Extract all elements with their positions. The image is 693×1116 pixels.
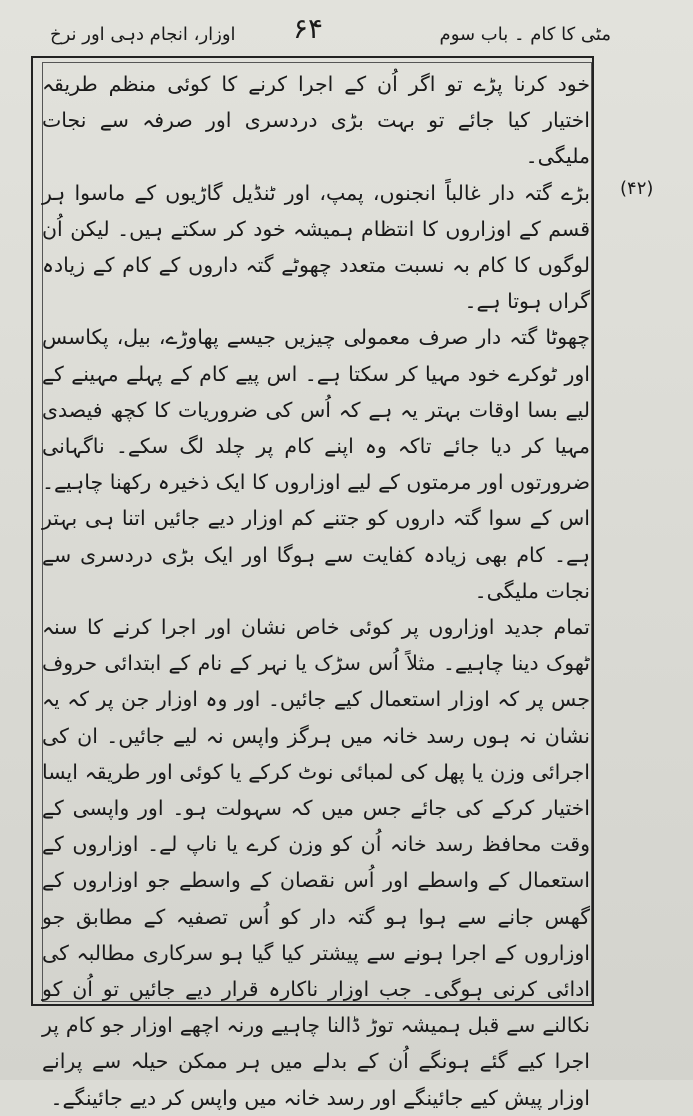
paragraph: تمام جدید اوزاروں پر کوئی خاص نشان اور اجرا کرنے کا سنہ ٹھوک دینا چاہیے۔ مثلاً اُس سڑک یا نہر کے نام کے ابتدائی حروف جس پر کہ اوزار استعمال کیے جائیں۔ اور وہ اوزار جن پر کہ یہ نشان نہ ہوں رسد خانہ میں ہرگز واپس نہ لیے جائیں۔ ان کی اجرائی وزن یا پھل کی لمبائی نوٹ کرکے یا کوئی اور طریقہ ایسا اختیار کرکے کی جائے جس میں کہ سہولت ہو۔ اور واپسی کے وقت محافظ رسد خانہ اُن کو وزن کرے یا ناپ لے۔ اوزاروں کے استعمال کے واسطے اور اُس نقصان کے واسطے جو اوزاروں کے گھس جانے سے ہوا ہو گتہ دار کو اُس تصفیہ کے مطابق جو اوزاروں کے اجرا ہونے سے پیشتر کیا گیا ہو سرکاری مطالبہ کی ادائی کرنی ہوگی۔ جب اوزار ناکارہ قرار دیے جائیں تو اُن کو نکالنے سے قبل ہمیشہ توڑ ڈالنا چاہیے ورنہ اچھے اوزار جو کام پر اجرا کیے گئے ہونگے اُن کے بدلے میں ہر ممکن حیلہ سے پرانے اوزار پیش کیے جائینگے اور رسد خانہ میں واپس کر دیے جائینگے۔ [42, 615, 590, 1110]
paragraph: خود کرنا پڑے تو اگر اُن کے اجرا کرنے کا کوئی منظم طریقہ اختیار کیا جائے تو بہت بڑی دردسری اور صرفہ سے نجات ملیگی۔ [42, 72, 590, 169]
body-text [42, 66, 590, 1116]
paragraph: چھوٹا گتہ دار صرف معمولی چیزیں جیسے پھاوڑے، بیل، پکاسس اور ٹوکرے خود مہیا کر سکتا ہے۔ اس پیے کام کے پہلے مہینے کے لیے بسا اوقات بہتر یہ ہے کہ اُس کی ضروریات کا کچھ فیصدی مہیا کر دیا جائے تاکہ وہ اپنے کام پر چلد لگ سکے۔ ناگہانی ضرورتوں اور مرمتوں کے لیے اوزاروں کا ایک ذخیرہ رکھنا چاہیے۔ اس کے سوا گتہ داروں کو جتنے کم اوزار دیے جائیں اتنا ہی بہتر ہے۔ کام بھی زیادہ کفایت سے ہوگا اور ایک بڑی دردسری سے نجات ملیگی۔ [42, 325, 590, 603]
margin-note: (۴۲) [620, 178, 654, 199]
chapter-title: مٹی کا کام ۔ باب سوم [439, 24, 611, 45]
page-header [0, 10, 693, 50]
section-title: اوزار، انجام دہی اور نرخ [50, 24, 236, 45]
page-number: ۶۴ [293, 12, 324, 45]
paragraph: بڑے گتہ دار غالباً انجنوں، پمپ، اور ٹنڈیل گاڑیوں کے ماسوا ہر قسم کے اوزاروں کا انتظام ہمیشہ خود کر سکتے ہیں۔ لیکن اُن لوگوں کا کام بہ نسبت متعدد چھوٹے گتہ داروں کے کام کے زیادہ گراں ہوتا ہے۔ [42, 180, 590, 314]
